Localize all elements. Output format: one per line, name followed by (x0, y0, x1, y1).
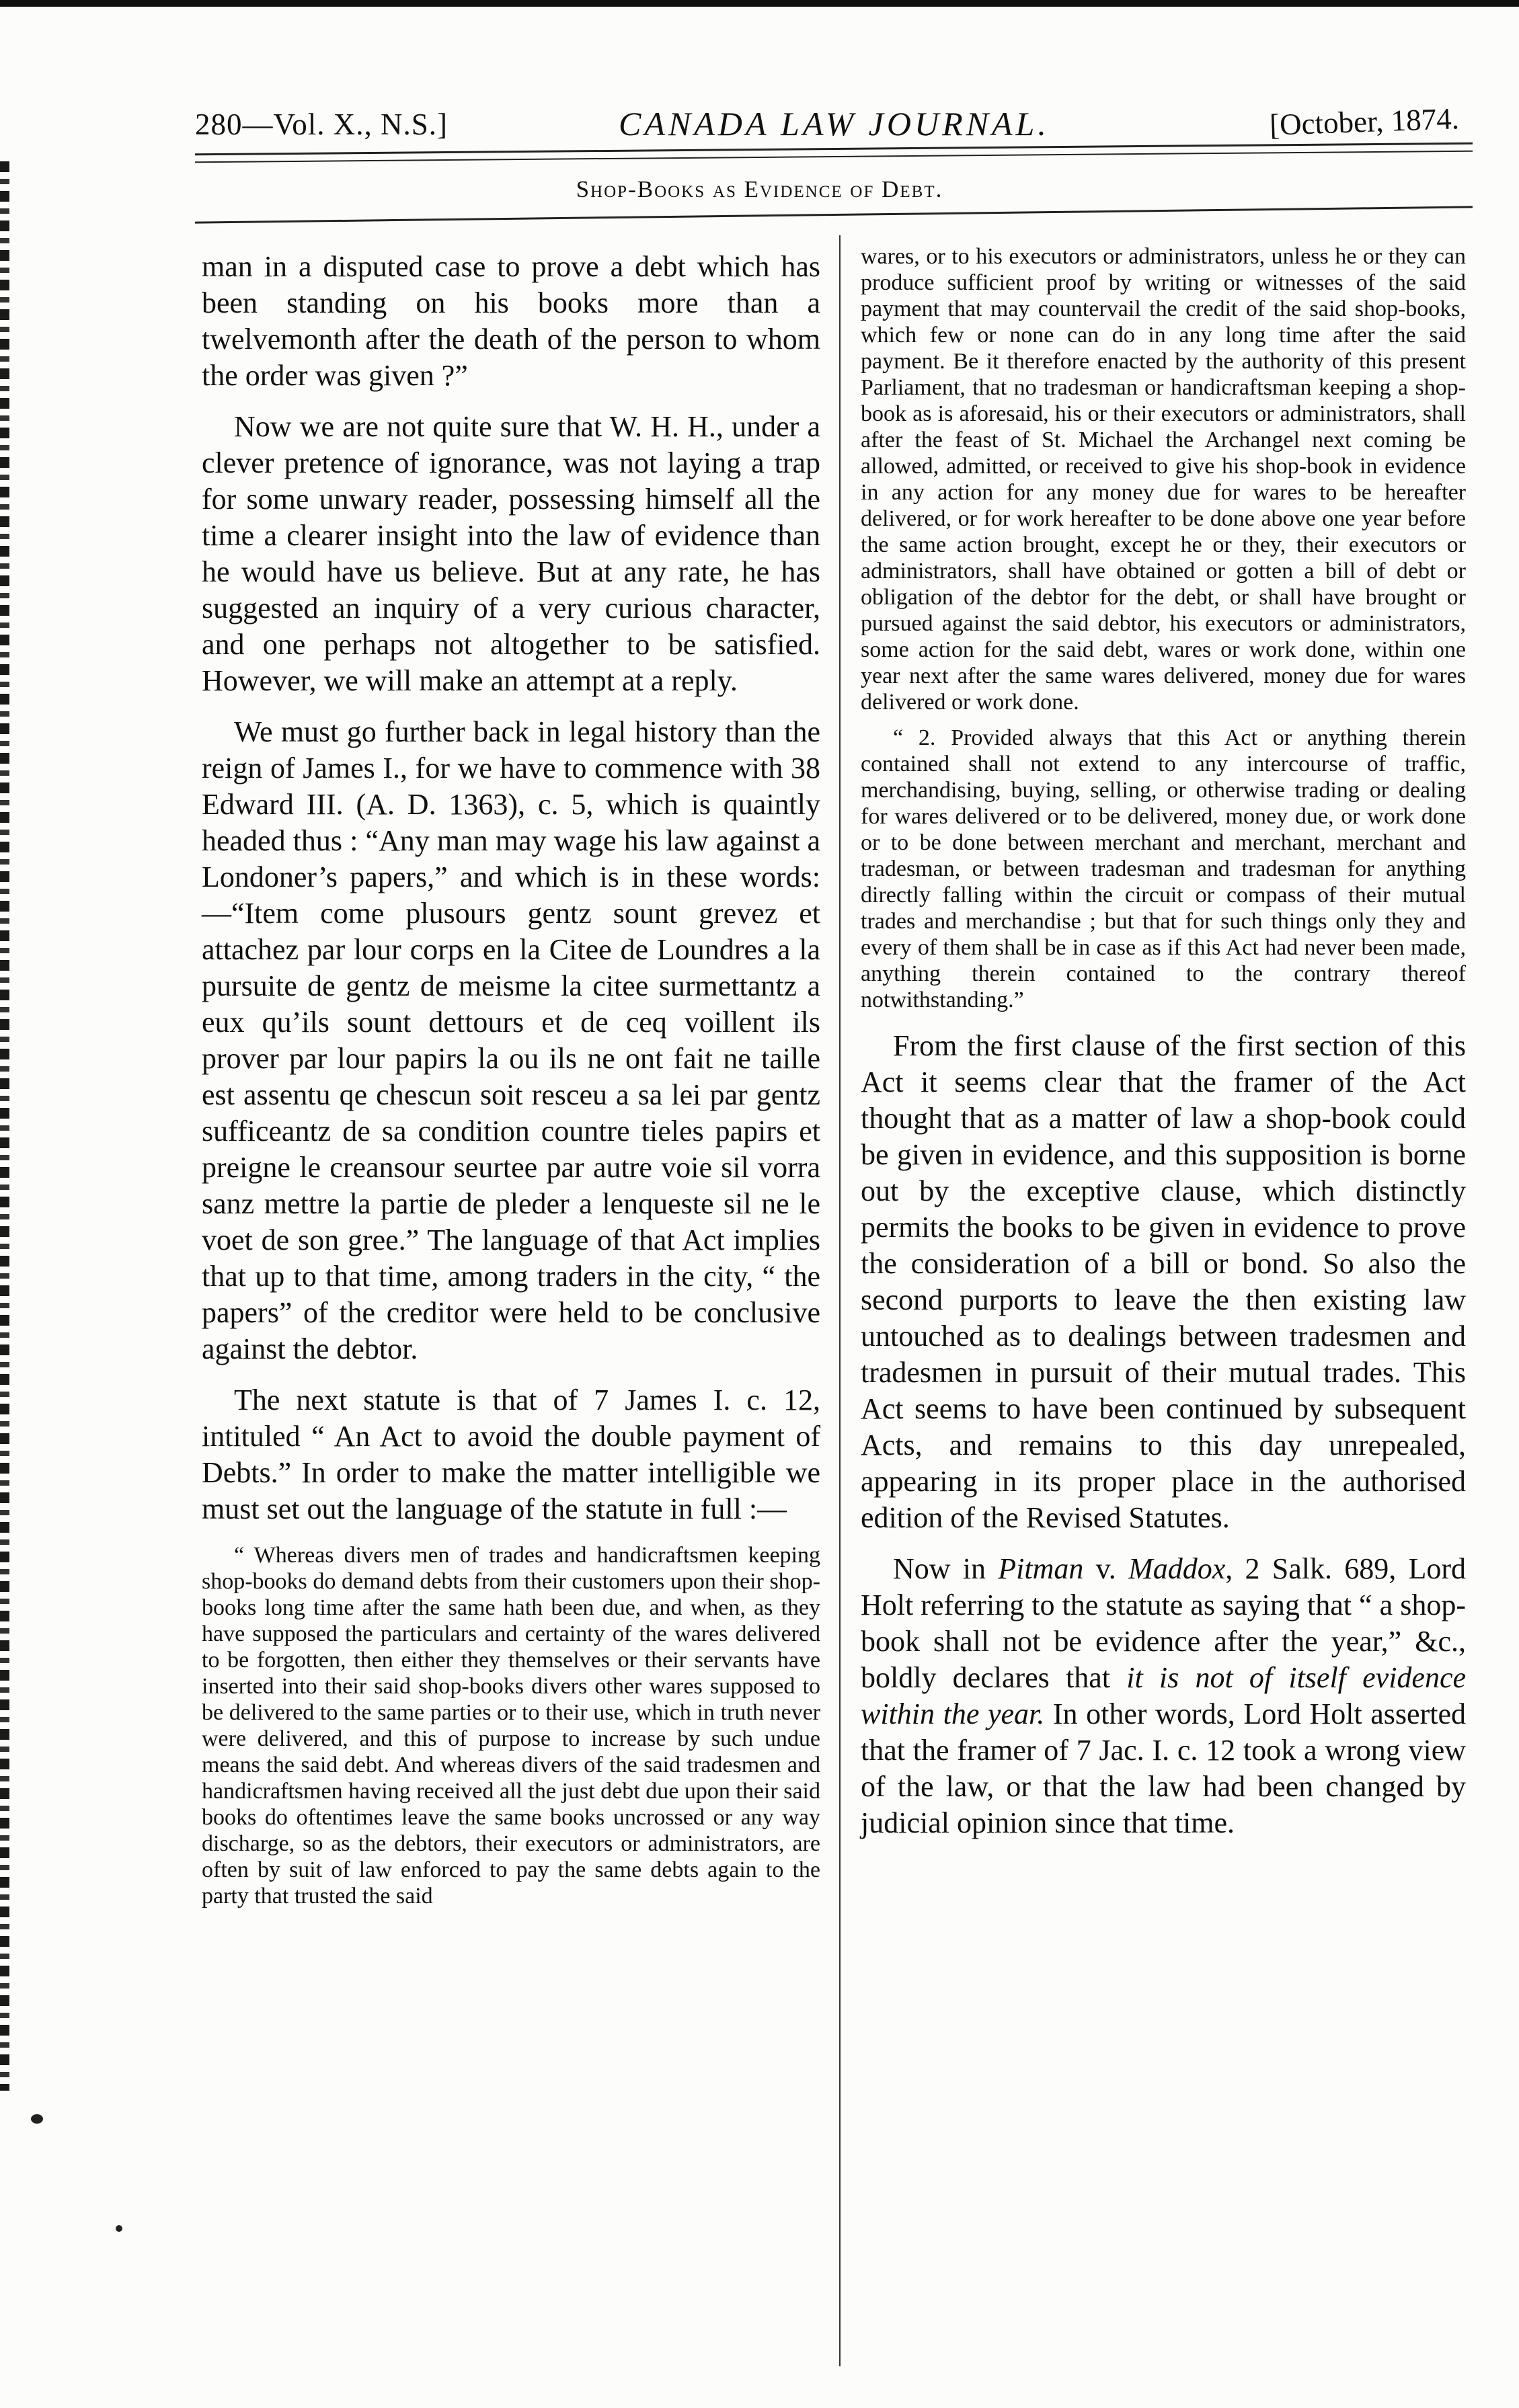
issue-date: [October, 1874. (1269, 102, 1460, 142)
paragraph: Now we are not quite sure that W. H. H., under a clever pretence of ignorance, was not laying a trap for some unwary reader, possessing himself all the time a clearer insight into the law of evidence than he would have us believe. But at any rate, he has suggested an inquiry of a very curious character, and one perhaps not altogether to be satisfied. However, we will make an attempt at a reply. (202, 410, 820, 697)
paragraph: The next statute is that of 7 James I. c. 12, intituled “ An Act to avoid the double payment of Debts.” In order to make the matter intelligible we must set out the language of the statute in full :— (202, 1383, 820, 1525)
ink-blot (116, 2225, 122, 2232)
case-name: Maddox (1128, 1552, 1226, 1585)
text-run: v. (1083, 1552, 1129, 1585)
text-run: In other words, Lord Holt asserted that the framer of 7 Jac. I. c. 12 took a wrong view of the law, or that the law had been changed by judicial opinion since that time. (861, 1697, 1466, 1839)
emphasis: it is not of itself evidence within the year. (861, 1661, 1466, 1730)
left-column (202, 249, 820, 1909)
journal-title: CANADA LAW JOURNAL. (619, 105, 1050, 143)
paragraph: We must go further back in legal history than the reign of James I., for we have to commence with 38 Edward III. (A. D. 1363), c. 5, which is quaintly headed thus : “Any man may wage his law against a Londoner’s papers,” and which is in these words:—“Item come plusours gentz sount grevez et attachez par lour corps en la Citee de Loundres a la pursuite de gentz de meisme la citee surmettantz a eux qu’ils sount dettours et de ceq voillent ils prover par lour papirs la ou ils ne ont fait ne taille est assentu qe chescun soit resceu a sa lei par gentz sufficeantz de sa condition countre tieles papirs et preigne le creansour seurtee par autre voie sil vorra sanz mettre la partie de pleder a lenqueste sil ne le voet de son gree.” The language of that Act implies that up to that time, among traders in the city, “ the papers” of the creditor were held to be conclusive against the debtor. (202, 715, 820, 1365)
paragraph (861, 1551, 1466, 1841)
page-volume-label: 280—Vol. X., N.S.] (195, 108, 448, 141)
ink-blot (31, 2114, 43, 2124)
section-title: Shop-Books as Evidence of Debt. (576, 176, 943, 202)
case-name: Pitman (998, 1552, 1084, 1585)
running-header (195, 97, 1473, 146)
paragraph: From the first clause of the first section of this Act it seems clear that the framer of the Act thought that as a matter of law a shop-book could be given in evidence, and this supposition is borne out by the exceptive clause, which distinctly permits the books to be given in evidence to prove the consideration of a bill or bond. So also the second purports to leave the then existing law untouched as to dealings between tradesmen and tradesmen in pursuit of their mutual trades. This Act seems to have been continued by subsequent Acts, and remains to this day unrepealed, appearing in its proper place in the authorised edition of the Revised Statutes. (861, 1029, 1466, 1534)
text-run: , 2 Salk. 689, Lord Holt referring to the statute as saying that “ a shop-book shall not be evidence after the year,” &c., boldly declares that (861, 1552, 1466, 1694)
paragraph: man in a disputed case to prove a debt which has been standing on his books more than a twelvemonth after the death of the person to whom the order was given ?” (202, 250, 820, 392)
statute-quote-section-2: “ 2. Provided always that this Act or anything therein contained shall not extend to any intercourse of traffic, merchandising, buying, selling, or otherwise trading or dealing for wares delivered or to be delivered, money due, or work done or to be done between merchant and merchant, merchant and tradesman, or between tradesman and tradesman for anything directly falling within the circuit or compass of their mutual trades and merchandise ; but that for such things only they and every of them shall be in case as if this Act had never been made, anything therein contained to the contrary thereof notwithstanding.” (861, 725, 1466, 1012)
statute-quote: “ Whereas divers men of trades and handicraftsmen keeping shop-books do demand debts from their customers upon their shop-books long time after the same hath been due, and when, as they have supposed the particulars and certainty of the wares delivered to be forgotten, then either they themselves or their servants have inserted into their said shop-books divers other wares supposed to be delivered to the same parties or to their use, which in truth never were delivered, and this of purpose to increase by such undue means the said debt. And whereas divers of the said tradesmen and handicraftsmen having received all the just debt due upon their said books do oftentimes leave the same books uncrossed or any way discharge, so as the debtors, their executors or administrators, are often by suit of law enforced to pay the same debts again to the party that trusted the said (202, 1543, 820, 1909)
text-run: Now in (893, 1552, 999, 1585)
binding-edge (0, 161, 9, 2091)
right-column (861, 243, 1466, 1841)
statute-quote-continued: wares, or to his executors or administrators, unless he or they can produce sufficient proof by writing or witnesses of the said payment that may countervail the credit of the said shop-books, which few or none can do in any long time after the said payment. Be it therefore enacted by the authority of this present Parliament, that no tradesman or handicraftsman keeping a shop-book as is aforesaid, his or their executors or administrators, shall after the feast of St. Michael the Archangel next coming be allowed, admitted, or received to give his shop-book in evidence in any action for any money due for wares to be hereafter delivered, or for work hereafter to be done above one year before the same action brought, except he or they, their executors or administrators, shall have obtained or gotten a bill of debt or obligation of the debtor for the debt, or shall have brought or pursued against the said debtor, his executors or administrators, some action for the said debt, wares or work done, within one year next after the same wares delivered, money due for wares delivered or work done. (861, 244, 1466, 715)
column-divider (839, 235, 841, 2366)
section-rule (195, 206, 1473, 223)
page-top-border (0, 0, 1519, 7)
